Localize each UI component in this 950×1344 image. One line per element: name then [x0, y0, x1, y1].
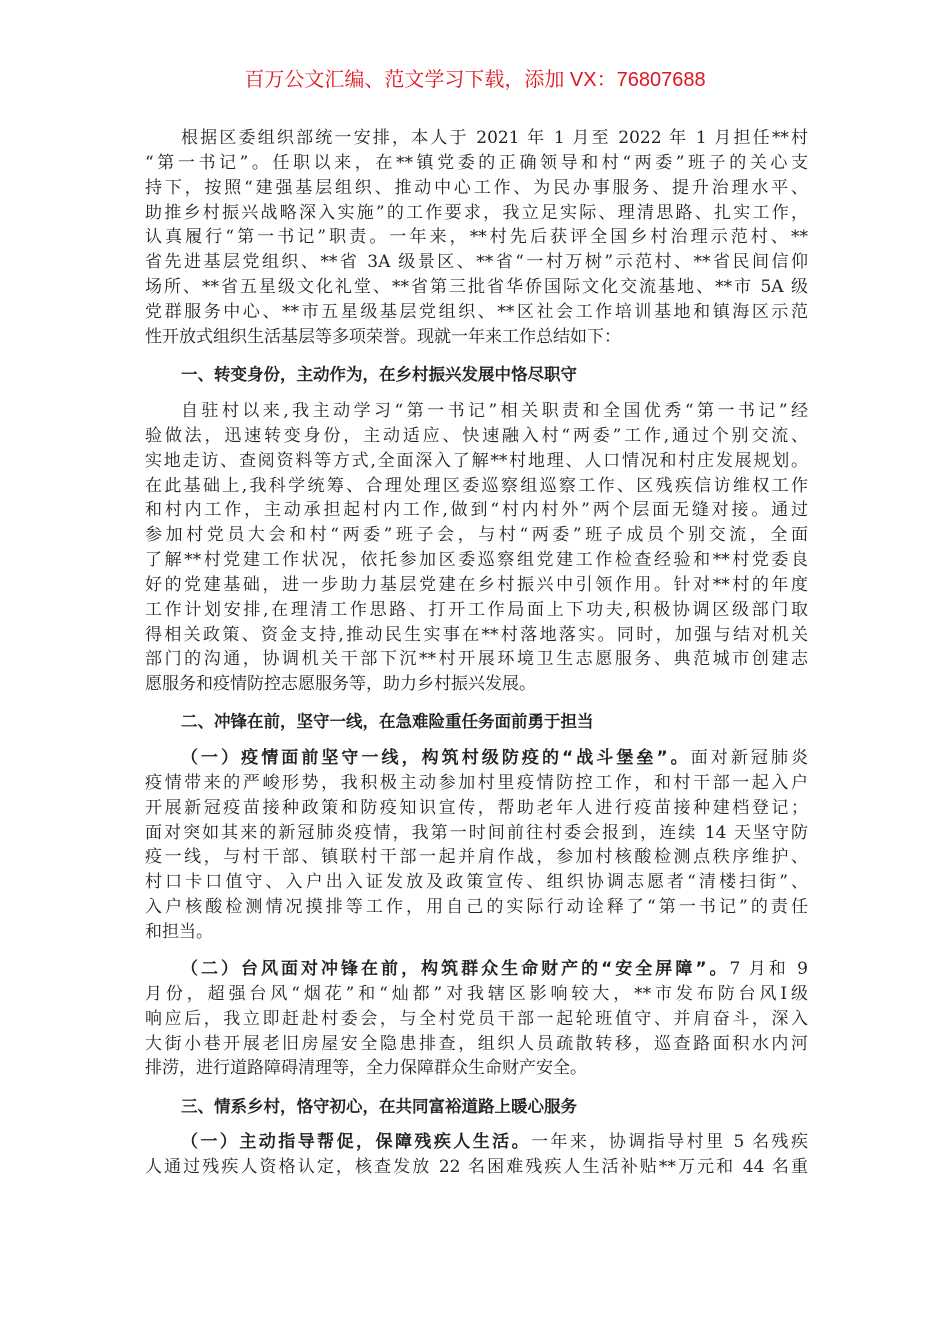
paragraph-lead: （二）台风面对冲锋在前，构筑群众生命财产的“安全屏障”。 [181, 959, 730, 979]
text-line [145, 399, 808, 424]
text-line [145, 672, 808, 697]
text-line [145, 1130, 808, 1155]
text-line [145, 474, 808, 499]
line-text: 省先进基层党组织、**省 3A 级景区、**省“一村万树”示范村、**省民间信仰 [145, 252, 808, 273]
text-line [145, 498, 808, 523]
text-line [145, 746, 808, 771]
line-text: 党群服务中心、**市五星级基层党组织、**区社会工作培训基地和镇海区示范 [145, 301, 808, 322]
line-text: 得相关政策、资金支持,推动民生实事在**村落地落实。同时，加强与结对机关 [145, 624, 808, 645]
line-text: 性开放式组织生活基层等多项荣誉。现就一年来工作总结如下： [145, 326, 621, 347]
text-line [145, 920, 808, 945]
section-heading [145, 362, 808, 387]
line-text: 参加村党员大会和村“两委”班子会，与村“两委”班子成员个别交流，全面 [145, 525, 808, 546]
text-line [145, 895, 808, 920]
paragraph [145, 399, 808, 697]
line-text: 一年来，协调指导村里 5 名残疾 [531, 1132, 809, 1152]
line-text: 工作计划安排,在理清工作思路、打开工作局面上下功夫,积极协调区级部门取 [145, 599, 808, 620]
line-text: 入户核酸检测情况摸排等工作，用自己的实际行动诠释了“第一书记”的责任 [145, 897, 808, 918]
line-text: 大街小巷开展老旧房屋安全隐患排查，组织人员疏散转移，巡查路面积水内河 [145, 1033, 808, 1054]
line-text: 月份，超强台风“烟花”和“灿都”对我辖区影响较大，**市发布防台风Ⅰ级 [145, 983, 808, 1004]
text-line [145, 201, 808, 226]
text-line [145, 424, 808, 449]
paragraph [145, 957, 808, 1081]
text-line [145, 957, 808, 982]
line-text: 愿服务和疫情防控志愿服务等，助力乡村振兴发展。 [145, 674, 536, 695]
line-text: 人通过残疾人资格认定，核查发放 22 名困难残疾人生活补贴**万元和 44 名重 [145, 1156, 808, 1177]
section-heading [145, 1094, 808, 1119]
text-line [145, 523, 808, 548]
line-text: 开展新冠疫苗接种政策和防疫知识宣传，帮助老年人进行疫苗接种建档登记； [145, 797, 808, 818]
text-line [145, 1032, 808, 1057]
text-line [145, 845, 808, 870]
line-text: 根据区委组织部统一安排，本人于 2021 年 1 月至 2022 年 1 月担任**村 [181, 128, 808, 148]
line-text: 验做法，迅速转变身份，主动适应、快速融入村“两委”工作,通过个别交流、 [145, 425, 808, 446]
text-line [145, 225, 808, 250]
line-text: 在此基础上,我科学统筹、合理处理区委巡察组巡察工作、区残疾信访维权工作 [145, 475, 808, 496]
text-line [145, 275, 808, 300]
text-line [145, 325, 808, 350]
text-line [145, 449, 808, 474]
line-text: 自驻村以来,我主动学习“第一书记”相关职责和全国优秀“第一书记”经 [181, 401, 808, 421]
text-line [145, 1007, 808, 1032]
line-text: 助推乡村振兴战略深入实施”的工作要求，我立足实际、理清思路、扎实工作， [145, 202, 808, 223]
text-line [145, 250, 808, 275]
paragraph-lead: （一）主动指导帮促，保障残疾人生活。 [181, 1132, 532, 1152]
section-heading [145, 709, 808, 734]
text-line [145, 647, 808, 672]
line-text: 面对突如其来的新冠肺炎疫情，我第一时间前往村委会报到，连续 14 天坚守防 [145, 822, 808, 843]
line-text: 认真履行“第一书记”职责。一年来，**村先后获评全国乡村治理示范村、** [145, 227, 808, 248]
section-heading-text: 三、情系乡村，恪守初心，在共同富裕道路上暖心服务 [181, 1097, 577, 1116]
line-text: 场所、**省五星级文化礼堂、**省第三批省华侨国际文化交流基地、**市 5A 级 [145, 277, 808, 298]
text-line [145, 598, 808, 623]
text-line [145, 982, 808, 1007]
text-line [145, 548, 808, 573]
text-line [145, 771, 808, 796]
line-text: 7 月和 9 [729, 959, 808, 979]
line-text: 实地走访、查阅资料等方式,全面深入了解**村地理、人口情况和村庄发展规划。 [145, 450, 808, 471]
paragraph [145, 1130, 808, 1180]
text-line [145, 796, 808, 821]
text-line [145, 300, 808, 325]
paragraph [145, 746, 808, 945]
line-text: 疫情带来的严峻形势，我积极主动参加村里疫情防控工作，和村干部一起入户 [145, 772, 808, 793]
text-line [145, 126, 808, 151]
line-text: 村口卡口值守、入户出入证发放及政策宣传、组织协调志愿者“清楼扫街”、 [145, 872, 808, 893]
line-text: 持下，按照“建强基层组织、推动中心工作、为民办事服务、提升治理水平、 [145, 177, 808, 198]
watermark-banner: 百万公文汇编、范文学习下载，添加 VX：76807688 [244, 69, 706, 91]
line-text: 排涝，进行道路障碍清理等，全力保障群众生命财产安全。 [145, 1058, 587, 1079]
section-heading-text: 一、转变身份，主动作为，在乡村振兴发展中恪尽职守 [181, 365, 577, 384]
line-text: 部门的沟通，协调机关干部下沉**村开展环境卫生志愿服务、典范城市创建志 [145, 649, 808, 670]
text-line [145, 573, 808, 598]
paragraph [145, 126, 808, 350]
line-text: 了解**村党建工作状况，依托参加区委巡察组党建工作检查经验和**村党委良 [145, 550, 808, 571]
line-text: 好的党建基础，进一步助力基层党建在乡村振兴中引领作用。针对**村的年度 [145, 574, 808, 595]
text-line [145, 1056, 808, 1081]
text-line [145, 821, 808, 846]
line-text: 面对新冠肺炎 [690, 748, 808, 768]
text-line [145, 176, 808, 201]
line-text: 和村内工作，主动承担起村内工作,做到“村内村外”两个层面无缝对接。通过 [145, 500, 808, 521]
text-line [145, 623, 808, 648]
text-line [145, 870, 808, 895]
section-heading-text: 二、冲锋在前，坚守一线，在急难险重任务面前勇于担当 [181, 712, 594, 731]
text-line [145, 1155, 808, 1180]
line-text: 和担当。 [145, 921, 213, 942]
paragraph-lead: （一）疫情面前坚守一线，构筑村级防疫的“战斗堡垒”。 [181, 748, 691, 768]
line-text: “第一书记”。任职以来，在**镇党委的正确领导和村“两委”班子的关心支 [145, 152, 808, 173]
text-line [145, 151, 808, 176]
line-text: 疫一线，与村干部、镇联村干部一起并肩作战，参加村核酸检测点秩序维护、 [145, 847, 808, 868]
line-text: 响应后，我立即赶赴村委会，与全村党员干部一起轮班值守、并肩奋斗，深入 [145, 1008, 808, 1029]
